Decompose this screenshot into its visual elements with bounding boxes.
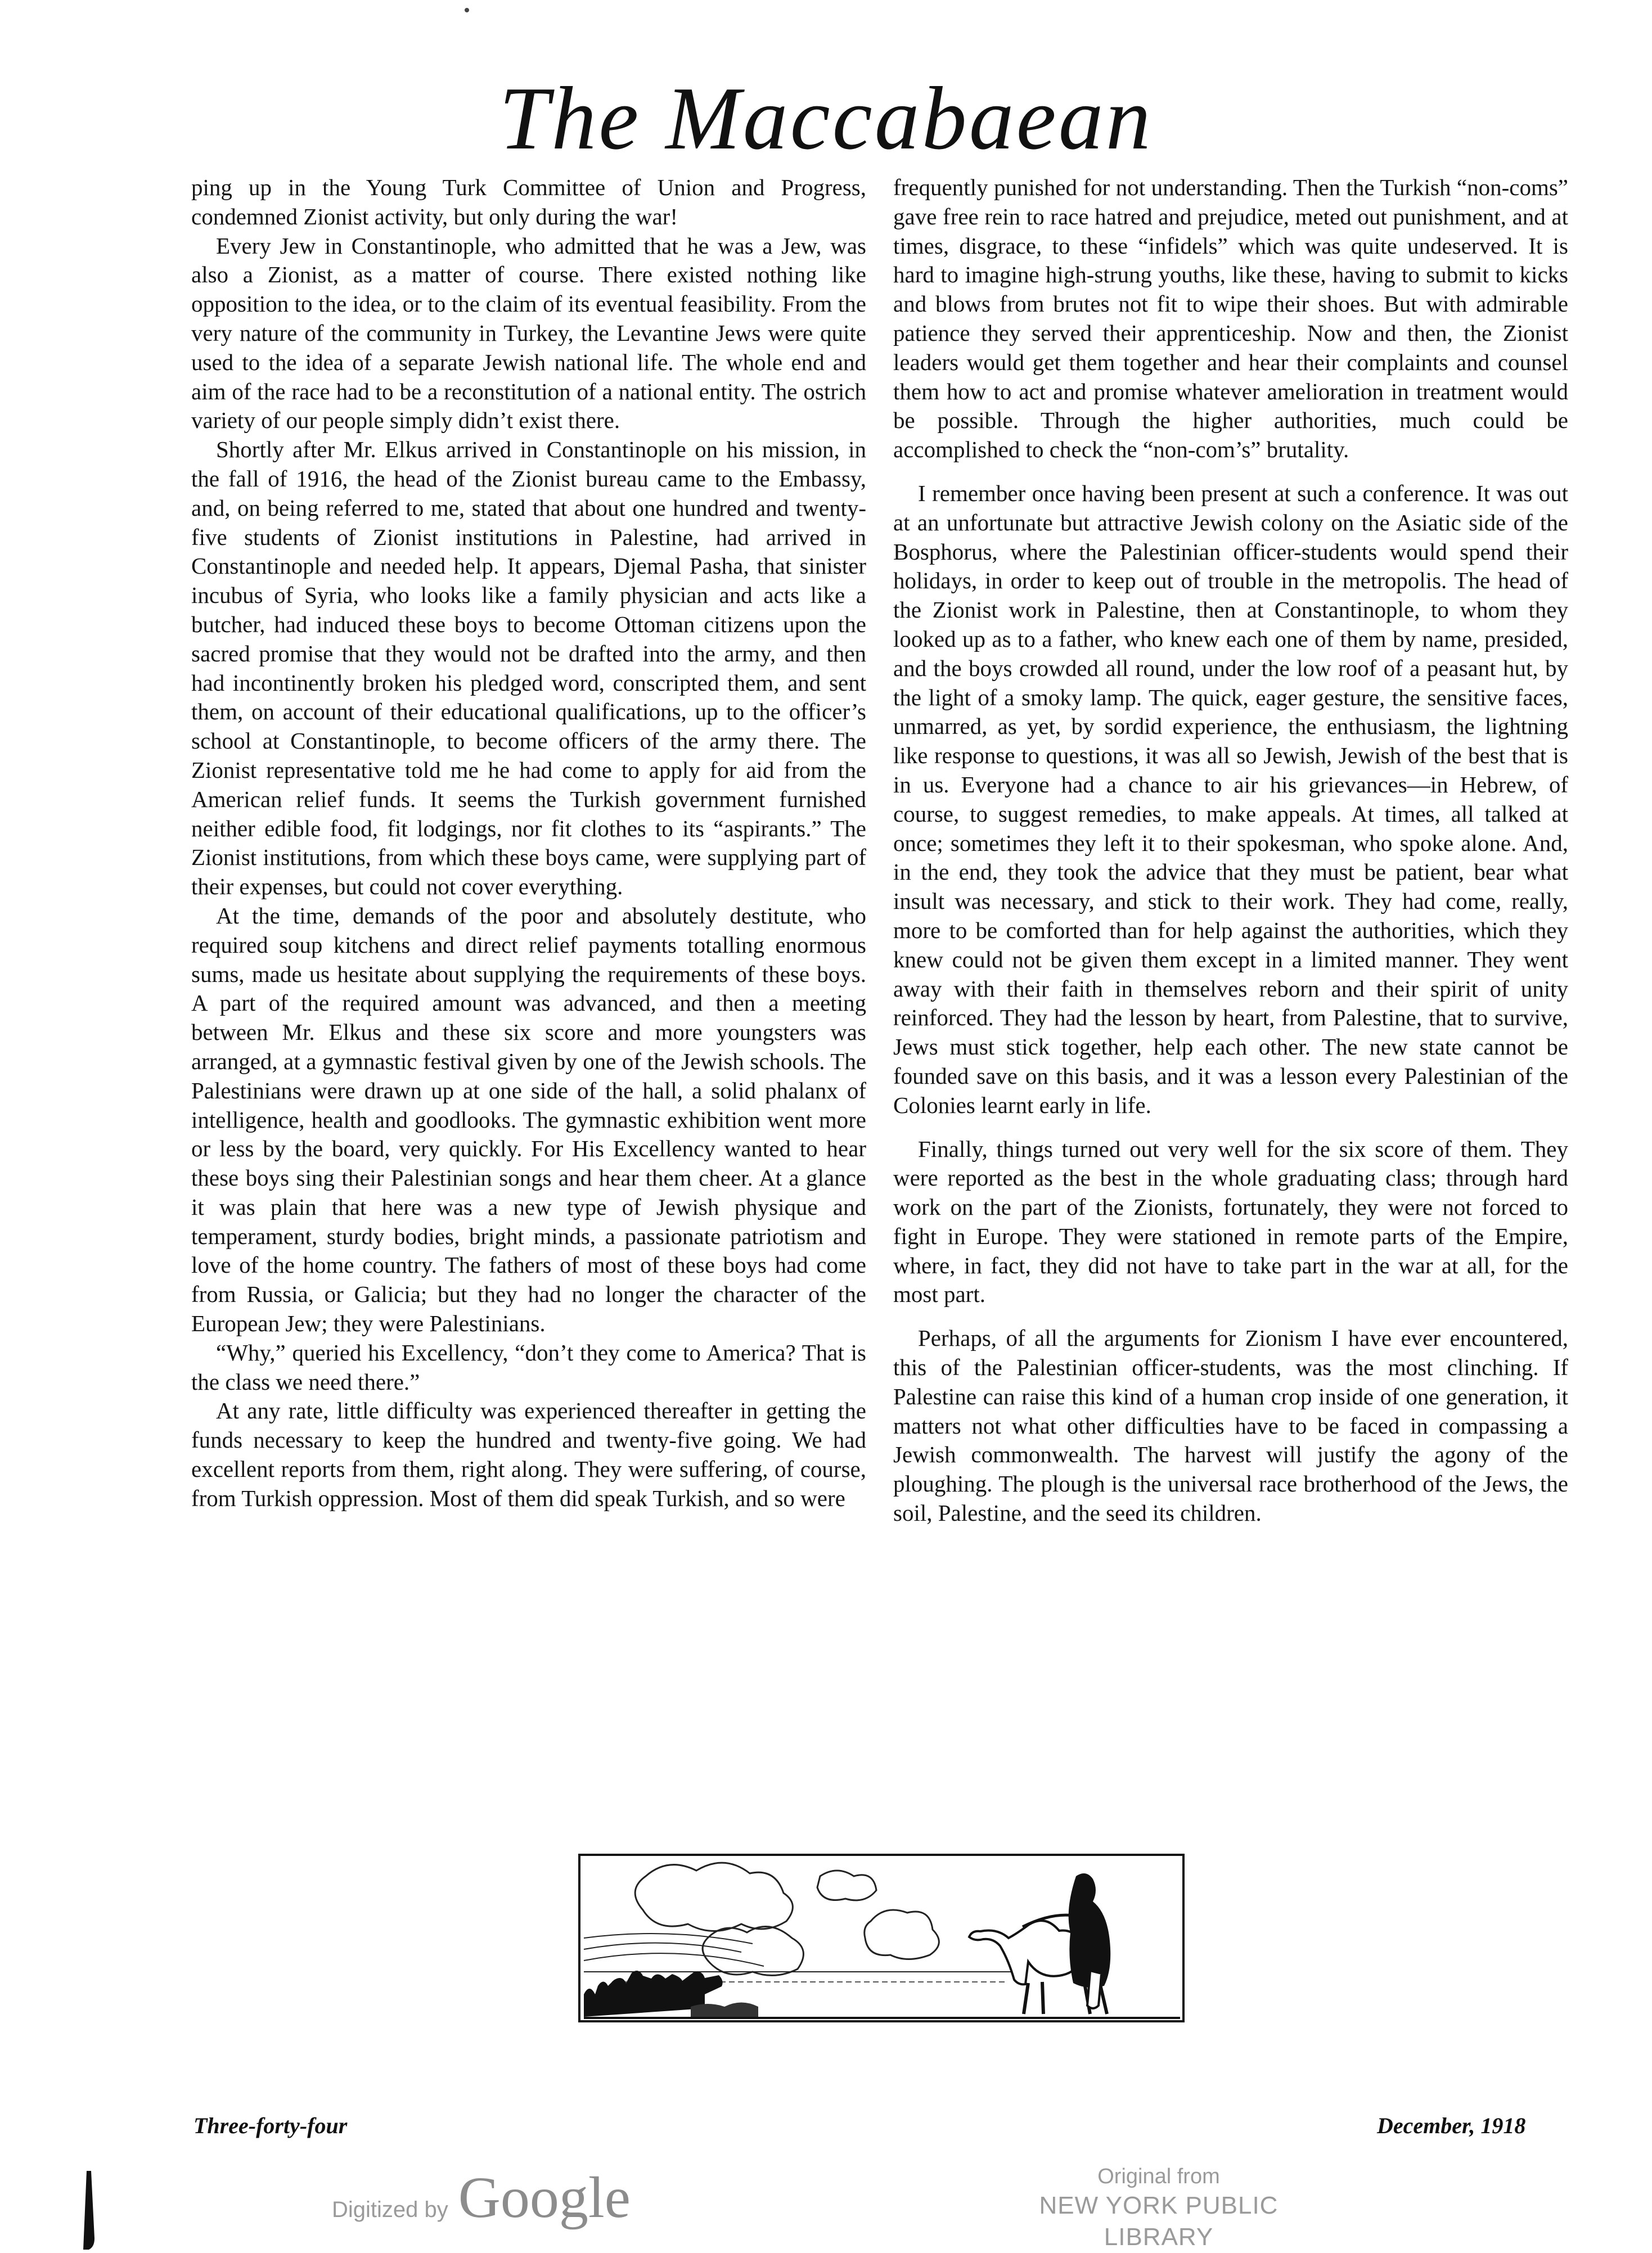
original-from-label: Original from [1097, 2165, 1220, 2188]
google-logo: Google [458, 2165, 631, 2230]
library-name: NEW YORK PUBLIC LIBRARY [1039, 2192, 1279, 2251]
issue-date: December, 1918 [1377, 2113, 1526, 2138]
paragraph: Every Jew in Constantinople, who admitted that he was a Jew, was also a Zionist, as a matter of course. There existed nothing like opposition to the idea, or to the claim of its eventual feasibility. From the very nature of the community in Turkey, the Levantine Jews were quite used to the idea of a separate Jewish national life. The whole end and aim of the race had to be a reconstitution of a national entity. The ostrich variety of our people simply didn’t exist there. [191, 232, 866, 434]
paragraph: Shortly after Mr. Elkus arrived in Constantinople on his mission, in the fall of 1916, the head of the Zionist bureau came to the Embassy, and, on being referred to me, stated that about one hundred and twenty-five students of Zionist institutions in Palestine, had arrived in Constantinople and needed help. It appears, Djemal Pasha, that sinister incubus of Syria, who looks like a family physician and acts like a butcher, had induced these boys to become Ottoman citizens upon the sacred promise that they would not be drafted into the army, and then had incontinently broken his pledged word, conscripted them, and sent them, on account of their educational qualifications, up to the officer’s school at Constantinople, to become officers of the army there. The Zionist representative told me he had come to apply for aid from the American relief funds. It seems the Turkish government furnished neither edible food, fit lodgings, nor fit clothes to its “aspirants.” The Zionist institutions, from which these boys came, were supplying part of their expenses, but could not cover everything. [191, 436, 866, 900]
original-source-credit [996, 2163, 1322, 2253]
digitized-credit [332, 2164, 631, 2231]
paragraph: At the time, demands of the poor and absolutely destitute, who required soup kitchens and direct relief payments totalling enormous sums, made us hesitate about supplying the requirements of these boys. A part of the required amount was advanced, and then a meeting between Mr. Elkus and these six score and more youngsters was arranged, at a gymnastic festival given by one of the Jewish schools. The Palestinians were drawn up at one side of the hall, a solid phalanx of intelligence, health and goodlooks. The gymnastic exhibition went more or less by the board, very quickly. For His Excellency wanted to hear these boys sing their Palestinian songs and hear them cheer. At a glance it was plain that here was a new type of Jewish physique and temperament, sturdy bodies, bright minds, a passionate patriotism and love of the home country. The fathers of most of these boys had come from Russia, or Galicia; but they had no longer the character of the European Jew; they were Palestinians. [191, 902, 866, 1337]
left-column [191, 173, 866, 1513]
right-column [893, 173, 1568, 1528]
camel-rider-illustration [578, 1854, 1185, 2022]
paragraph: At any rate, little difficulty was experienced thereafter in getting the funds necessary to keep the hundred and twenty-five going. We had excellent reports from them, right along. They were suffering, of course, from Turkish oppression. Most of them did speak Turkish, and so were [191, 1398, 866, 1511]
scan-speck [465, 8, 469, 12]
paragraph: “Why,” queried his Excellency, “don’t they come to America? That is the class we need there.” [191, 1339, 866, 1395]
scan-edge-mark [82, 2171, 99, 2250]
paragraph: Finally, things turned out very well for the six score of them. They were reported as the best in the whole graduating class; through hard work on the part of the Zionists, fortunately, they were not forced to fight in Europe. They were stationed in remote parts of the Empire, where, in fact, they did not have to take part in the war at all, for the most part. [893, 1135, 1568, 1308]
paragraph: ping up in the Young Turk Committee of Union and Progress, condemned Zionist activity, but only during the war! [191, 174, 866, 229]
masthead-title: The Maccabaean [499, 68, 1153, 168]
digitized-by-label: Digitized by [332, 2197, 448, 2222]
paragraph: I remember once having been present at such a conference. It was out at an unfortunate but attractive Jewish colony on the Asiatic side of the Bosphorus, where the Palestinian officer-students would spend their holidays, in order to keep out of trouble in the metropolis. The head of the Zionist work in Palestine, then at Constantinople, to whom they looked up as to a father, who knew each one of them by name, presided, and the boys crowded all round, under the low roof of a peasant hut, by the light of a smoky lamp. The quick, eager gesture, the sensitive faces, unmarred, as yet, by sordid experience, the enthusiasm, the lightning like response to questions, it was all so Jewish, Jewish of the best that is in us. Everyone had a chance to air his grievances—in Hebrew, of course, to suggest remedies, to make appeals. At times, all talked at once; sometimes they left it to their spokesman, who spoke alone. And, in the end, they took the advice that they must be patient, bear what insult was necessary, and stick to their work. They had come, really, more to be comforted than for help against the authorities, which they knew could not be given them except in a limited manner. They went away with their faith in themselves reborn and their spirit of unity reinforced. They had the lesson by heart, from Palestine, that to survive, Jews must stick together, help each other. The new state cannot be founded save on this basis, and it was a lesson every Palestinian of the Colonies learnt early in life. [893, 480, 1568, 1118]
paragraph: Perhaps, of all the arguments for Zionism I have ever encountered, this of the Palestinian officer-students, was the most clinching. If Palestine can raise this kind of a human crop inside of one generation, it matters not what other difficulties have to be faced in compassing a Jewish commonwealth. The harvest will justify the agony of the ploughing. The plough is the universal race brotherhood of the Jews, the soil, Palestine, and the seed its children. [893, 1325, 1568, 1526]
page-label: Three-forty-four [193, 2113, 348, 2138]
paragraph: frequently punished for not understanding. Then the Turkish “non-coms” gave free rein to race hatred and prejudice, meted out punishment, and at times, disgrace, to these “infidels” which was quite undeserved. It is hard to imagine high-strung youths, like these, having to submit to kicks and blows from brutes not fit to wipe their shoes. But with admirable patience they served their apprenticeship. Now and then, the Zionist leaders would get them together and hear their complaints and counsel them how to act and promise whatever amelioration in treatment would be possible. Through the higher authorities, much could be accomplished to check the “non-com’s” brutality. [893, 174, 1568, 463]
